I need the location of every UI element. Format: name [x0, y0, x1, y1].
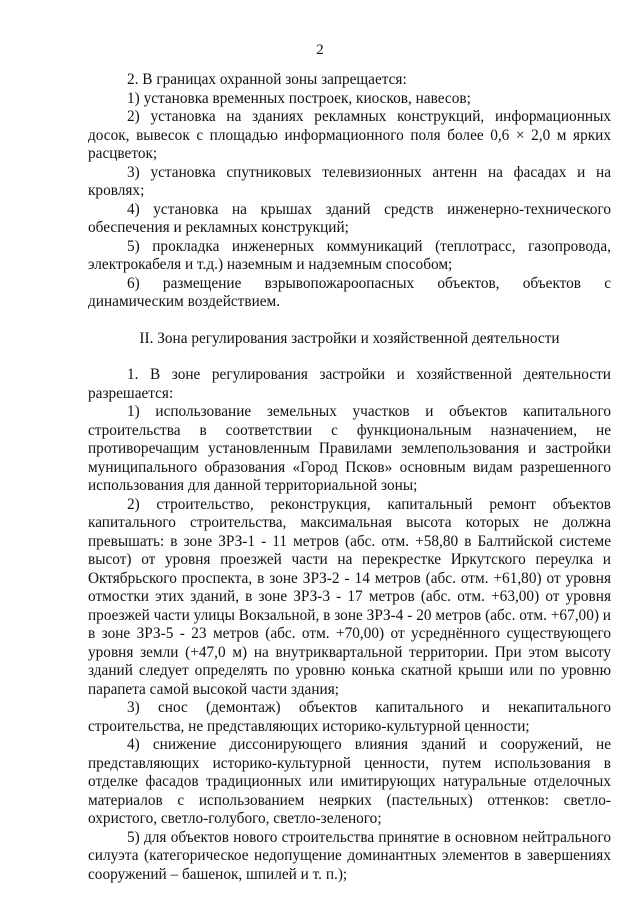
page-number: 2 — [316, 42, 324, 58]
section1-intro: 2. В границах охранной зоны запрещается: — [127, 71, 407, 88]
section2-item-1: 1) использование земельных участков и объектов капитального строительства в соответствии с функциональным назначением, не противоречащим установленным Правилами землепользования и застройки муниципального образования «Город Псков» основным видам разрешенного использования для данной территориальной зоны; — [88, 403, 611, 494]
section1-item-3: 3) установка спутниковых телевизионных антенн на фасадах и на кровлях; — [88, 163, 611, 199]
section2-item-4: 4) снижение диссонирующего влияния зданий и сооружений, не представляющих историко-культурной ценности, путем использования в отделке фасадов традиционных или имитирующих натуральные отделочных материалов с использованием неярких (пастельных) оттенков: светло-охристого, светло-голубого, светло-зеленого; — [88, 736, 611, 827]
spacer — [88, 312, 611, 330]
section2-item-2: 2) строительство, реконструкция, капитальный ремонт объектов капитального строительства, максимальная высота которых не должна превышать: в зоне ЗРЗ-1 - 11 метров (абс. отм. +58,80 в Балтийской системе высот) от уровня проезжей части на перекрестке Иркутского переулка и Октябрьского проспекта, в зоне ЗРЗ-2 - 14 метров (абс. отм. +61,80) от уровня отмостки этих зданий, в зоне ЗРЗ-3 - 17 метров (абс. отм. +63,00) от уровня проезжей части улицы Вокзальной, в зоне ЗРЗ-4 - 20 метров (абс. отм. +67,00) и в зоне ЗРЗ-5 - 23 метров (абс. отм. +70,00) от усреднённого существующего уровня земли (+47,0 м) на внутриквартальной территории. При этом высоту зданий следует определять по уровню конька скатной крыши или по уровню парапета самой высокой части здания; — [88, 495, 611, 698]
section1-item-4: 4) установка на крышах зданий средств инженерно-технического обеспечения и рекламных конструкций; — [88, 200, 611, 236]
section1-item-6: 6) размещение взрывопожароопасных объектов, объектов с динамическим воздействием. — [88, 274, 611, 310]
document-body — [88, 71, 611, 884]
spacer — [88, 348, 611, 366]
section2-item-3: 3) снос (демонтаж) объектов капитального и некапитального строительства, не представляющих историко-культурной ценности; — [88, 699, 611, 735]
section2-heading: II. Зона регулирования застройки и хозяйственной деятельности — [139, 329, 560, 347]
section2-intro: 1. В зоне регулирования застройки и хозяйственной деятельности разрешается: — [88, 366, 611, 402]
section2-item-5: 5) для объектов нового строительства принятие в основном нейтрального силуэта (категорическое недопущение доминантных элементов в завершениях сооружений – башенок, шпилей и т. п.); — [88, 828, 611, 883]
section1-item-1: 1) установка временных построек, киосков, навесов; — [127, 89, 471, 107]
section1-item-5: 5) прокладка инженерных коммуникаций (теплотрасс, газопровода, электрокабеля и т.д.) наземным и надземным способом; — [88, 237, 611, 273]
section1-item-2: 2) установка на зданиях рекламных конструкций, информационных досок, вывесок с площадью информационного поля более 0,6 × 2,0 м ярких расцветок; — [88, 108, 611, 162]
